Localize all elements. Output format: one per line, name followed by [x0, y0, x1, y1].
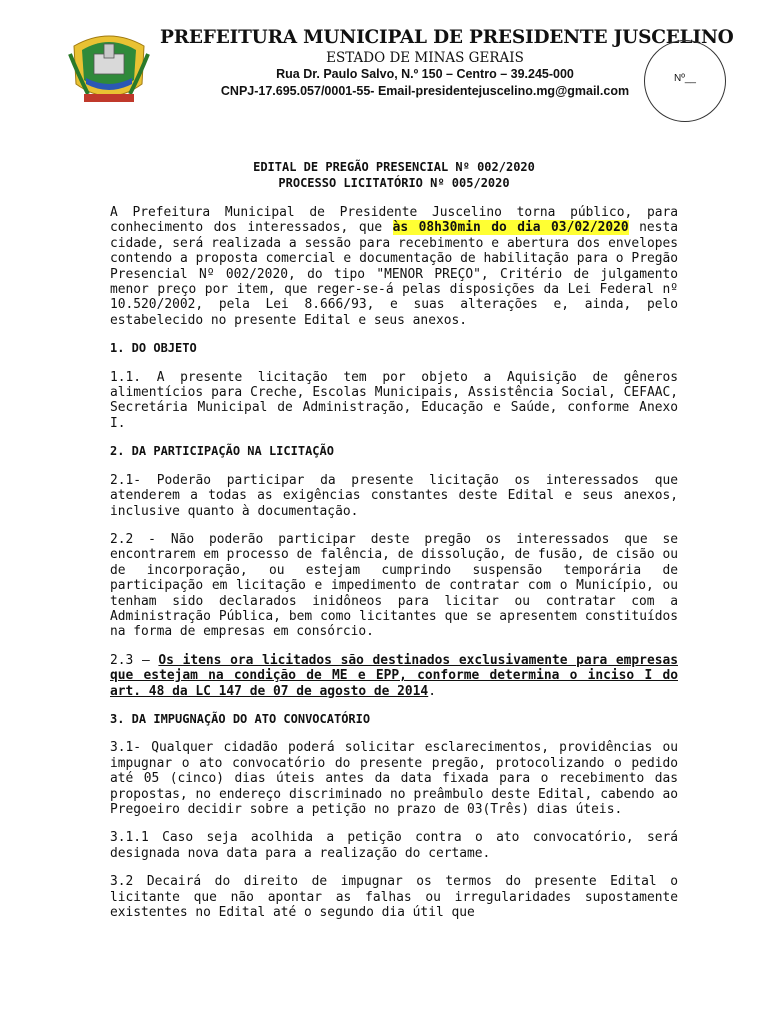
stamp-label: Nº__ — [674, 73, 696, 84]
municipal-coat-of-arms-icon — [68, 24, 150, 106]
section-heading-impugnacao: 3. DA IMPUGNAÇÃO DO ATO CONVOCATÓRIO — [110, 711, 371, 726]
municipality-title: PREFEITURA MUNICIPAL DE PRESIDENTE JUSCELINO — [160, 27, 734, 48]
section-heading-participacao: 2. DA PARTICIPAÇÃO NA LICITAÇÃO — [110, 444, 334, 459]
edital-title: EDITAL DE PREGÃO PRESENCIAL Nº 002/2020 — [253, 160, 535, 174]
intro-text-end: nesta cidade, será realizada a sessão para recebimento e abertura dos envelopes contendo a proposta comercial e documentação de habilitação para o Pregão Presencial Nº 002/2020, do tipo "MENOR PREÇO", Critério de julgamento menor preço por item, que reger-se-á pelas disposições da Lei Federal nº 10.520/2002, pela Lei 8.666/93, e suas alterações e, ainda, pelo estabelecido no presente Edital e seus anexos. — [110, 220, 678, 328]
process-title: PROCESSO LICITATÓRIO Nº 005/2020 — [278, 175, 510, 190]
clause-2-3 — [110, 653, 678, 699]
clause-2-1: 2.1- Poderão participar da presente licitação os interessados que atenderem a todas as exigências constantes deste Edital e seus anexos, inclusive quanto à documentação. — [110, 472, 678, 519]
section-heading-objeto: 1. DO OBJETO — [110, 341, 197, 356]
clause-1-1: 1.1. A presente licitação tem por objeto a Aquisição de gêneros alimentícios para Creche, Escolas Municipais, Assistência Social, CEFAAC, Secretária Municipal de Administração, Educação e Saúde, conforme Anexo I. — [110, 369, 678, 431]
clause-2-2: 2.2 - Não poderão participar deste pregão os interessados que se encontrarem em processo de falência, de dissolução, de fusão, de cisão ou de incorporação, ou estejam cumprindo suspensão temporária de participação em licitação e impedimento de contratar com o Município, ou tenham sido declarados inidôneos para licitar ou contratar com a Administração Pública, bem como licitantes que se apresentem constituídos na forma de empresas em consórcio. — [110, 531, 678, 640]
page-number-stamp — [644, 40, 726, 122]
intro-text-start: A Prefeitura Municipal de Presidente Juscelino torna público, para conhecimento dos interessados, que — [110, 205, 678, 236]
letterhead — [0, 0, 770, 110]
clause-3-1: 3.1- Qualquer cidadão poderá solicitar esclarecimentos, providências ou impugnar o ato convocatório do presente pregão, protocolizando o pedido até 05 (cinco) dias úteis antes da data fixada para o recebimento das propostas, no endereço discriminado no preâmbulo deste Edital, cabendo ao Pregoeiro decidir sobre a petição no prazo de 03(Três) dias úteis. — [110, 740, 678, 817]
clause-2-3-end: . — [428, 683, 436, 699]
clause-3-1-1: 3.1.1 Caso seja acolhida a petição contra o ato convocatório, será designada nova data para a realização do certame. — [110, 830, 678, 861]
intro-paragraph — [110, 205, 678, 328]
clause-2-3-underlined: Os itens ora licitados são destinados exclusivamente para empresas que estejam na condição de ME e EPP, conforme determina o inciso I do art. 48 da LC 147 de 07 de agosto de 2014 — [110, 652, 678, 699]
clause-3-2: 3.2 Decairá do direito de impugnar os termos do presente Edital o licitante que não apontar as falhas ou irregularidades supostamente existentes no Edital até o segundo dia útil que — [110, 874, 678, 921]
clause-2-3-number: 2.3 – — [110, 652, 159, 668]
edital-body — [110, 160, 678, 933]
state-name: ESTADO DE MINAS GERAIS — [326, 50, 524, 66]
address-line: Rua Dr. Paulo Salvo, N.º 150 – Centro – 39.245-000 — [276, 67, 574, 81]
cnpj-email-line: CNPJ-17.695.057/0001-55- Email-presidentejuscelino.mg@gmail.com — [220, 84, 630, 98]
document-title — [110, 160, 678, 191]
highlighted-date: às 08h30min do dia 03/02/2020 — [392, 220, 629, 236]
